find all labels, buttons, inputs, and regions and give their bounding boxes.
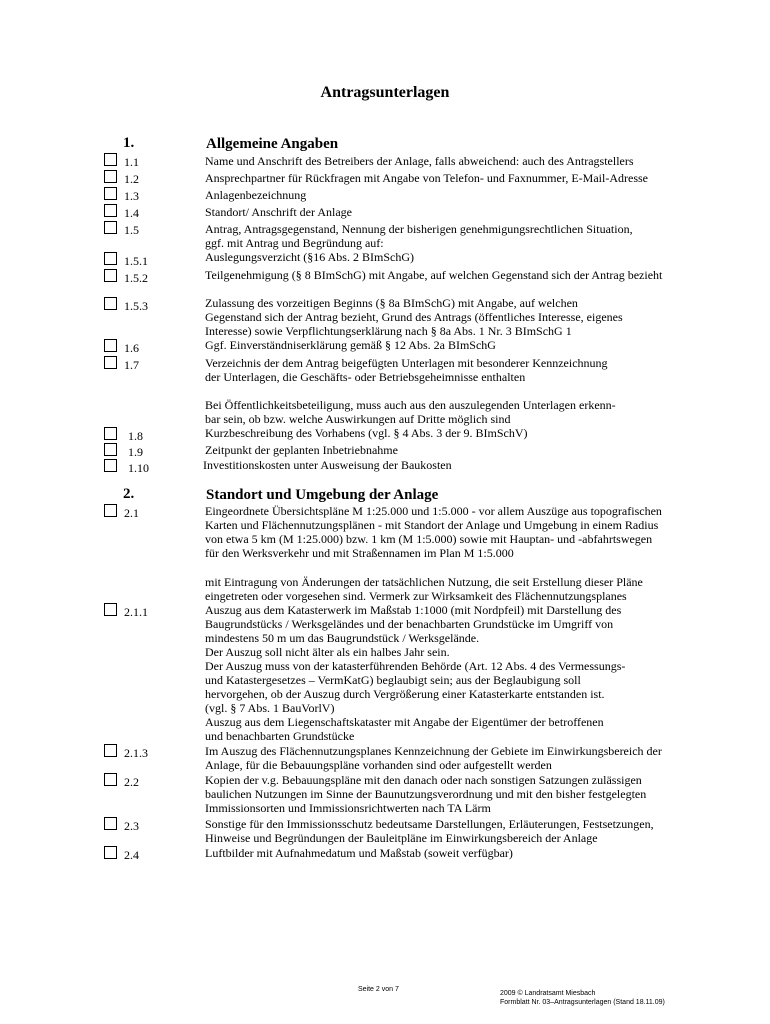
- footer-copyright: 2009 © Landratsamt Miesbach: [500, 990, 596, 997]
- item-text-line: Im Auszug des Flächennutzungsplanes Kennzeichnung der Gebiete im Einwirkungsbereich der: [205, 744, 662, 758]
- checkbox-1-2[interactable]: [104, 170, 117, 183]
- item-text-line: Karten und Flächennutzungsplänen - mit Standort der Anlage und Umgebung in einem Radius: [205, 518, 659, 532]
- note-text-line: eingetreten oder vorgesehen sind. Vermerk zur Wirksamkeit des Flächennutzungsplanes: [205, 589, 627, 603]
- checkbox-1-1[interactable]: [104, 153, 117, 166]
- item-text: Zeitpunkt der geplanten Inbetriebnahme: [205, 443, 398, 457]
- page-number: Seite 2 von 7: [358, 986, 399, 993]
- item-number: 1.9: [128, 445, 143, 459]
- item-number: 1.4: [124, 206, 139, 220]
- item-text-line: Der Auszug muss von der katasterführenden Behörde (Art. 12 Abs. 4 des Vermessungs-: [205, 659, 626, 673]
- item-text-line: Auszug aus dem Katasterwerk im Maßstab 1:1000 (mit Nordpfeil) mit Darstellung des: [205, 603, 622, 617]
- checkbox-1-5[interactable]: [104, 221, 117, 234]
- item-text: Name und Anschrift des Betreibers der Anlage, falls abweichend: auch des Antragstellers: [205, 154, 634, 168]
- checkbox-2-2[interactable]: [104, 773, 117, 786]
- section-2-number: 2.: [123, 486, 135, 502]
- item-text-line: und benachbarten Grundstücke: [205, 729, 355, 743]
- item-text: Luftbilder mit Aufnahmedatum und Maßstab (soweit verfügbar): [205, 846, 513, 860]
- item-text-line: Eingeordnete Übersichtspläne M 1:25.000 und 1:5.000 - vor allem Auszüge aus topografischen: [205, 504, 662, 518]
- footer-form-id: Formblatt Nr. 03–Antragsunterlagen (Stand 18.11.09): [500, 999, 665, 1006]
- item-text-line: (vgl. § 7 Abs. 1 BauVorlV): [205, 701, 335, 715]
- checkbox-2-1-1[interactable]: [104, 603, 117, 616]
- note-text-line: Bei Öffentlichkeitsbeteiligung, muss auch aus den auszulegenden Unterlagen erkenn-: [205, 398, 616, 412]
- item-number: 2.3: [124, 819, 139, 833]
- checkbox-1-3[interactable]: [104, 187, 117, 200]
- note-text-line: mit Eintragung von Änderungen der tatsächlichen Nutzung, die seit Erstellung dieser Pläne: [205, 575, 643, 589]
- item-number: 1.1: [124, 155, 139, 169]
- checkbox-2-1[interactable]: [104, 504, 117, 517]
- checkbox-1-6[interactable]: [104, 339, 117, 352]
- item-number: 2.1: [124, 506, 139, 520]
- item-number: 2.2: [124, 775, 139, 789]
- item-text: Anlagenbezeichnung: [205, 188, 307, 202]
- item-text: Kurzbeschreibung des Vorhabens (vgl. § 4 Abs. 3 der 9. BImSchV): [205, 426, 528, 440]
- checkbox-2-1-3[interactable]: [104, 744, 117, 757]
- item-text-line: Baugrundstücks / Werksgeländes und der benachbarten Grundstücke im Umgriff von: [205, 617, 614, 631]
- item-number: 1.10: [128, 461, 149, 475]
- item-text-line: Immissionsorten und Immissionsrichtwerten nach TA Lärm: [205, 801, 491, 815]
- item-text-line: Verzeichnis der dem Antrag beigefügten Unterlagen mit besonderer Kennzeichnung: [205, 356, 608, 370]
- item-text-line: von etwa 5 km (M 1:25.000) bzw. 1 km (M 1:5.000) sowie mit Hauptan- und -abfahrtswegen: [205, 532, 653, 546]
- section-1-number: 1.: [123, 135, 135, 151]
- item-text-line: für den Werksverkehr und mit Straßennamen im Plan M 1:5.000: [205, 546, 514, 560]
- item-text-line: Kopien der v.g. Bebauungspläne mit den danach oder nach sonstigen Satzungen zulässigen: [205, 773, 642, 787]
- item-number: 1.3: [124, 189, 139, 203]
- item-text: Teilgenehmigung (§ 8 BImSchG) mit Angabe, auf welchen Gegenstand sich der Antrag bezieht: [205, 268, 663, 282]
- checkbox-1-5-2[interactable]: [104, 269, 117, 282]
- item-number: 1.5: [124, 223, 139, 237]
- checkbox-2-3[interactable]: [104, 817, 117, 830]
- item-text-line: Anlage, für die Bebauungspläne vorhanden sind oder aufgestellt werden: [205, 758, 552, 772]
- item-text-line: Auszug aus dem Liegenschaftskataster mit Angabe der Eigentümer der betroffenen: [205, 715, 604, 729]
- item-text-line: mindestens 50 m um das Baugrundstück / Werksgelände.: [205, 631, 480, 645]
- item-number: 1.7: [124, 358, 139, 372]
- item-text-line: hervorgehen, ob der Auszug durch Vergrößerung einer Katasterkarte entstanden ist.: [205, 687, 605, 701]
- item-number: 2.4: [124, 848, 139, 862]
- item-text-line: und Katastergesetzes – VermKatG) beglaubigt sein; aus der Beglaubigung soll: [205, 673, 581, 687]
- item-number: 1.5.1: [124, 254, 148, 268]
- checkbox-1-9[interactable]: [104, 443, 117, 456]
- checkbox-2-4[interactable]: [104, 846, 117, 859]
- note-text-line: bar sein, ob bzw. welche Auswirkungen auf Dritte möglich sind: [205, 412, 511, 426]
- item-text: Ggf. Einverständniserklärung gemäß § 12 Abs. 2a BImSchG: [205, 338, 496, 352]
- item-text-line: Sonstige für den Immissionsschutz bedeutsame Darstellungen, Erläuterungen, Festsetzungen,: [205, 817, 654, 831]
- item-text: Auslegungsverzicht (§16 Abs. 2 BImSchG): [205, 250, 414, 264]
- checkbox-1-8[interactable]: [104, 427, 117, 440]
- item-number: 1.2: [124, 172, 139, 186]
- item-number: 2.1.1: [124, 605, 148, 619]
- item-text-line: Interesse) sowie Verpflichtungserklärung nach § 8a Abs. 1 Nr. 3 BImSchG 1: [205, 324, 572, 338]
- page-title: Antragsunterlagen: [320, 84, 450, 101]
- item-text: Investitionskosten unter Ausweisung der Baukosten: [203, 458, 452, 472]
- checkbox-1-7[interactable]: [104, 356, 117, 369]
- item-text: Standort/ Anschrift der Anlage: [205, 205, 352, 219]
- item-text-line: Hinweise und Begründungen der Bauleitpläne im Einwirkungsbereich der Anlage: [205, 831, 598, 845]
- item-text-line: Zulassung des vorzeitigen Beginns (§ 8a BImSchG) mit Angabe, auf welchen: [205, 296, 578, 310]
- checkbox-1-5-1[interactable]: [104, 252, 117, 265]
- item-number: 1.6: [124, 341, 139, 355]
- item-text-line: der Unterlagen, die Geschäfts- oder Betriebsgeheimnisse enthalten: [205, 370, 526, 384]
- item-number: 2.1.3: [124, 746, 148, 760]
- item-number: 1.5.2: [124, 271, 148, 285]
- checkbox-1-4[interactable]: [104, 204, 117, 217]
- item-number: 1.5.3: [124, 299, 148, 313]
- checkbox-1-5-3[interactable]: [104, 297, 117, 310]
- item-text: Ansprechpartner für Rückfragen mit Angabe von Telefon- und Faxnummer, E-Mail-Adresse: [205, 171, 648, 185]
- item-text-line: baulichen Nutzungen im Sinne der Baunutzungsverordnung und mit den bisher festgelegten: [205, 787, 647, 801]
- item-text-line: ggf. mit Antrag und Begründung auf:: [205, 236, 384, 250]
- item-text-line: Der Auszug soll nicht älter als ein halbes Jahr sein.: [205, 645, 450, 659]
- item-text-line: Antrag, Antragsgegenstand, Nennung der bisherigen genehmigungsrechtlichen Situation,: [205, 222, 633, 236]
- checkbox-1-10[interactable]: [104, 459, 117, 472]
- item-number: 1.8: [128, 429, 143, 443]
- section-1-heading: Allgemeine Angaben: [206, 136, 339, 152]
- section-2-heading: Standort und Umgebung der Anlage: [206, 487, 439, 503]
- item-text-line: Gegenstand sich der Antrag bezieht, Grund des Antrags (öffentliches Interesse, eigenes: [205, 310, 623, 324]
